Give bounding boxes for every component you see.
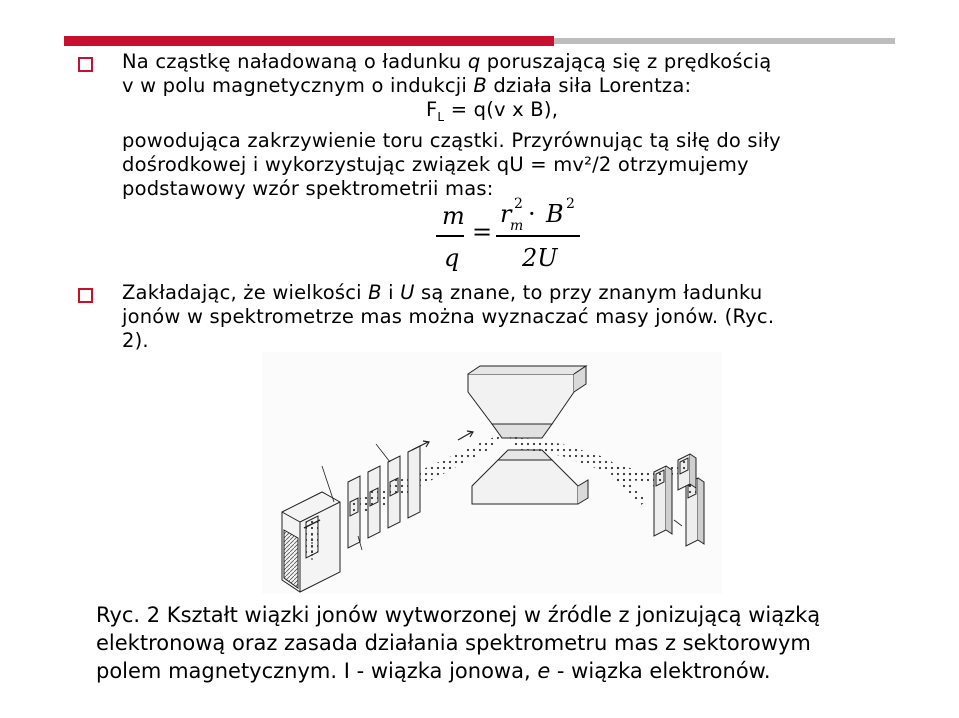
- caption-line2: elektronową oraz zasada działania spektrometru mas z sektorowym: [96, 631, 811, 655]
- magnet-upper-pole: [468, 366, 586, 438]
- formula-lhs-fraction-bar: [436, 235, 464, 237]
- formula-rhs-r-sub: m: [510, 218, 524, 234]
- leader-line-collectors: [674, 520, 682, 526]
- formula-rhs-r: r: [500, 200, 512, 228]
- para1-line6: podstawowy wzór spektrometrii mas:: [122, 176, 494, 200]
- paragraph-lorentz: [122, 50, 781, 201]
- para1-line4: powodująca zakrzywienie toru cząstki. Przyrównując tą siłę do siły: [122, 128, 781, 152]
- para1-line5: dośrodkowej i wykorzystując związek qU = mv²/2 otrzymujemy: [122, 152, 749, 176]
- mass-spectrometry-formula: [430, 196, 600, 282]
- lorentz-formula-line: $F_L = q(v$ x B),: [426, 98, 559, 124]
- collector-1: [654, 466, 672, 536]
- title-bar-red: [64, 36, 554, 46]
- para1-line1: Na cząstkę naładowaną o ładunku q poruszającą się z prędkością: [122, 50, 772, 73]
- figure-caption: [96, 601, 936, 685]
- formula-lhs-numerator: m: [442, 202, 465, 230]
- caption-line3: polem magnetycznym. I - wiązka jonowa, e - wiązka elektronów.: [96, 659, 771, 683]
- formula-equals: =: [472, 218, 493, 246]
- para2-line2: jonów w spektrometrze mas można wyznaczać masy jonów. (Ryc.: [122, 305, 775, 328]
- ion-beam-arrow: [458, 432, 472, 440]
- bullet-icon: [78, 57, 93, 72]
- ionization-chamber: [282, 492, 340, 592]
- formula-rhs-fraction-bar: [496, 235, 580, 237]
- leader-line-electrodes: [376, 444, 390, 462]
- formula-rhs-b-sup: 2: [566, 196, 575, 212]
- formula-rhs-dot: ·: [528, 200, 536, 228]
- spectrometer-drawing: [262, 352, 722, 594]
- para2-line1: Zakładając, że wielkości B i U są znane, to przy znanym ładunku: [122, 281, 763, 304]
- formula-rhs-denominator: 2U: [522, 244, 558, 272]
- paragraph-conclusion: [122, 281, 774, 353]
- collector-2: [686, 478, 704, 546]
- spectrometer-diagram: [262, 352, 722, 594]
- para1-line2: v w polu magnetycznym o indukcji B działa siła Lorentza:: [122, 74, 692, 97]
- formula-rhs-r-sup: 2: [514, 196, 523, 212]
- para2-line3: 2).: [122, 329, 149, 352]
- collector-3: [678, 454, 696, 490]
- formula-lhs-denominator: q: [444, 244, 460, 272]
- title-bar-gray: [554, 38, 895, 44]
- formula-rhs-b: B: [546, 200, 564, 228]
- bullet-icon: [78, 288, 93, 303]
- caption-line1: Ryc. 2 Kształt wiązki jonów wytworzonej w źródle z jonizującą wiązką: [96, 603, 821, 627]
